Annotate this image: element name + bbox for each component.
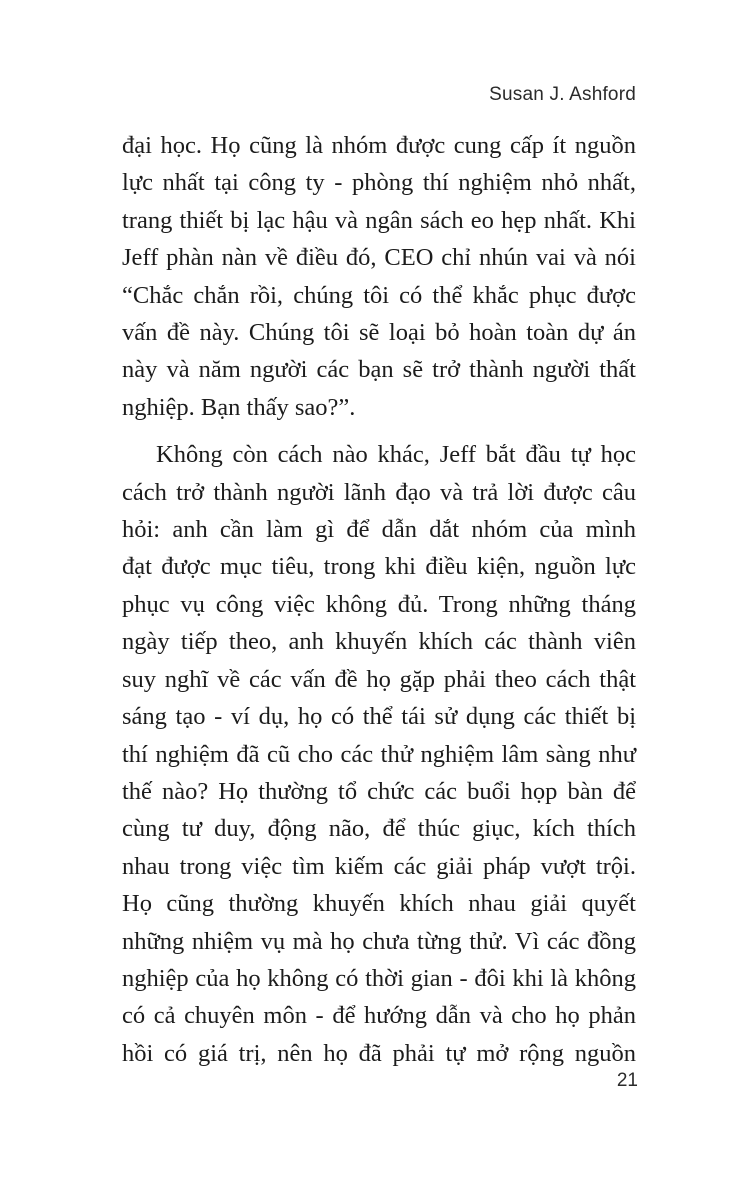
text-line: trang thiết bị lạc hậu và ngân sách eo hẹp nhất. Khi bbox=[122, 206, 636, 234]
text-line: thí nghiệm đã cũ cho các thử nghiệm lâm sàng như bbox=[122, 740, 636, 768]
text-line: hỏi: anh cần làm gì để dẫn dắt nhóm của mình bbox=[122, 516, 636, 544]
page-number: 21 bbox=[616, 1070, 638, 1091]
text-line: những nhiệm vụ mà họ chưa từng thử. Vì các đồng bbox=[122, 927, 636, 955]
body-text bbox=[122, 127, 636, 1072]
text-line: nhau trong việc tìm kiếm các giải pháp vượt trội. bbox=[122, 852, 636, 880]
text-line: này và năm người các bạn sẽ trở thành người thất bbox=[122, 356, 636, 384]
text-line: lực nhất tại công ty - phòng thí nghiệm nhỏ nhất, bbox=[122, 169, 636, 197]
text-line: cách trở thành người lãnh đạo và trả lời được câu bbox=[122, 478, 636, 506]
text-line: sáng tạo - ví dụ, họ có thể tái sử dụng các thiết bị bbox=[122, 703, 636, 731]
text-line: hồi có giá trị, nên họ đã phải tự mở rộng nguồn bbox=[122, 1039, 636, 1067]
paragraph-spacer bbox=[122, 426, 636, 436]
text-line: Jeff phàn nàn về điều đó, CEO chỉ nhún vai và nói bbox=[122, 244, 636, 272]
paragraph-2 bbox=[122, 436, 636, 1072]
text-line: “Chắc chắn rồi, chúng tôi có thể khắc phục được bbox=[122, 281, 636, 309]
text-line: nghiệp của họ không có thời gian - đôi khi là không bbox=[122, 964, 636, 992]
text-line: vấn đề này. Chúng tôi sẽ loại bỏ hoàn toàn dự án bbox=[122, 319, 636, 347]
text-line: có cả chuyên môn - để hướng dẫn và cho họ phản bbox=[122, 1002, 636, 1030]
running-header-author: Susan J. Ashford bbox=[489, 84, 636, 105]
text-line: suy nghĩ về các vấn đề họ gặp phải theo cách thật bbox=[122, 665, 636, 693]
text-line: đạt được mục tiêu, trong khi điều kiện, nguồn lực bbox=[122, 553, 636, 581]
text-line: Không còn cách nào khác, Jeff bắt đầu tự học bbox=[156, 441, 636, 469]
paragraph-1 bbox=[122, 127, 636, 426]
text-line: phục vụ công việc không đủ. Trong những tháng bbox=[122, 590, 636, 618]
text-line: thế nào? Họ thường tổ chức các buổi họp bàn để bbox=[122, 777, 636, 805]
text-line: đại học. Họ cũng là nhóm được cung cấp ít nguồn bbox=[122, 132, 636, 159]
text-line: Họ cũng thường khuyến khích nhau giải quyết bbox=[122, 890, 636, 918]
text-line: cùng tư duy, động não, để thúc giục, kích thích bbox=[122, 815, 636, 843]
text-line: nghiệp. Bạn thấy sao?”. bbox=[122, 393, 356, 421]
text-line: ngày tiếp theo, anh khuyến khích các thành viên bbox=[122, 628, 636, 656]
